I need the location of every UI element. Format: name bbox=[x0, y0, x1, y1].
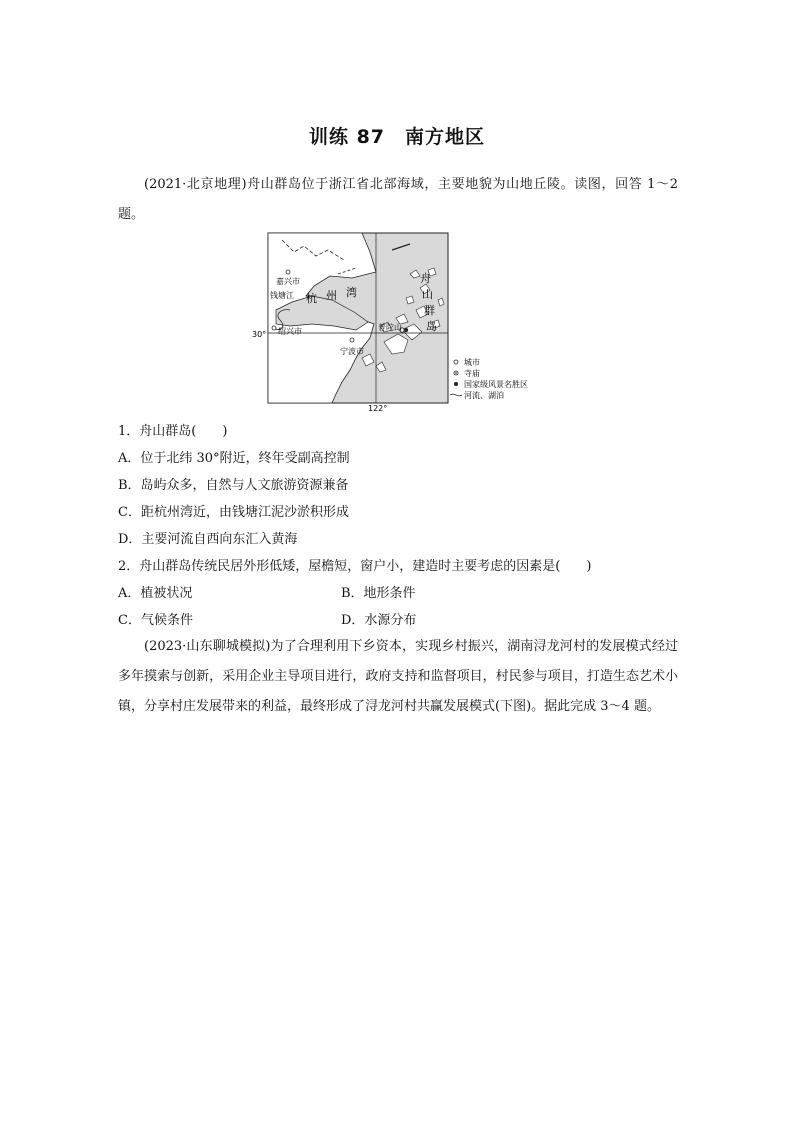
intro-paragraph-2: (2023·山东聊城模拟)为了合理利用下乡资本，实现乡村振兴，湖南浔龙河村的发展模式经过多年摸索与创新，采用企业主导项目进行，政府支持和监督项目，村民参与项目，打造生态艺术小镇，分享村庄发展带来的利益，最终形成了浔龙河村共赢发展模式(下图)。据此完成 3～4 题。 bbox=[118, 639, 678, 714]
label-latitude: 30° bbox=[252, 330, 267, 339]
label-bay-1: 杭 bbox=[306, 292, 317, 305]
legend-temple: 寺庙 bbox=[464, 369, 480, 378]
q1-option-a: A．位于北纬 30°附近，终年受副高控制 bbox=[118, 451, 350, 466]
legend-river: 河流、湖泊 bbox=[464, 391, 504, 400]
q1-stem: 1．舟山群岛( ) bbox=[118, 424, 228, 439]
label-shan: 山 bbox=[422, 288, 433, 301]
q1-option-b: B．岛屿众多，自然与人文旅游资源兼备 bbox=[118, 478, 349, 493]
q2-option-a: A．植被状况 bbox=[118, 586, 193, 601]
label-dao: 岛 bbox=[426, 320, 437, 333]
label-bay-3: 湾 bbox=[346, 286, 357, 299]
jiaxing-city-symbol bbox=[286, 270, 290, 274]
label-qun: 群 bbox=[424, 304, 435, 317]
q2-option-b: B．地形条件 bbox=[341, 586, 416, 601]
q2-option-d: D．水源分布 bbox=[341, 613, 417, 628]
q1-option-c: C．距杭州湾近，由钱塘江泥沙淤积形成 bbox=[118, 505, 349, 520]
legend-city: 城市 bbox=[464, 358, 480, 367]
legend-scenic-symbol bbox=[454, 382, 458, 386]
legend-city-symbol bbox=[454, 360, 458, 364]
label-shaoxing: 绍兴市 bbox=[278, 327, 302, 336]
zhoushan-map bbox=[252, 230, 552, 412]
q1-option-d: D．主要河流自西向东汇入黄海 bbox=[118, 532, 298, 547]
label-longitude: 122° bbox=[368, 404, 388, 412]
label-bay-2: 州 bbox=[326, 289, 337, 302]
map-legend bbox=[450, 357, 528, 400]
label-zhou: 舟 bbox=[420, 272, 431, 285]
q2-option-c: C．气候条件 bbox=[118, 613, 193, 628]
label-qiantang: 钱塘江 bbox=[270, 291, 294, 300]
shaoxing-city-symbol bbox=[272, 326, 276, 330]
legend-river-symbol bbox=[450, 394, 462, 396]
ningbo-city-symbol bbox=[350, 338, 354, 342]
label-jiaxing: 嘉兴市 bbox=[276, 277, 300, 286]
label-ningbo: 宁波市 bbox=[340, 347, 364, 356]
label-putuo: 普陀山 bbox=[378, 323, 402, 332]
scenic-area-symbol bbox=[404, 328, 408, 332]
page-title: 训练 87 南方地区 bbox=[308, 126, 486, 148]
legend-scenic: 国家级风景名胜区 bbox=[464, 380, 528, 389]
q2-stem: 2．舟山群岛传统民居外形低矮，屋檐短，窗户小，建造时主要考虑的因素是( ) bbox=[118, 559, 592, 574]
intro-paragraph-1: (2021·北京地理)舟山群岛位于浙江省北部海域，主要地貌为山地丘陵。读图，回答 1～2 题。 bbox=[118, 177, 678, 222]
